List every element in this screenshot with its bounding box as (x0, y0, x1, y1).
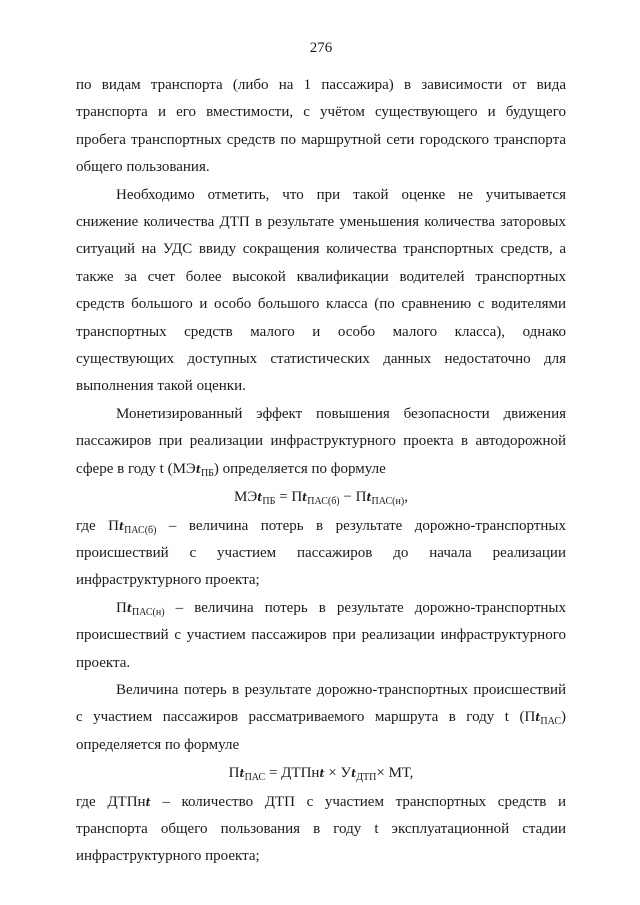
var-t: t (126, 601, 132, 615)
p6-text-before: Величина потерь в результате дорожно-транспортных происшествий с участием пассажиров рассматриваемого маршрута в году t (П (76, 681, 566, 726)
f1-term2-sub: ПАС(н) (371, 496, 405, 508)
f1-lhs: МЭ (234, 489, 258, 506)
p4-subscript: ПАС(б) (124, 524, 157, 536)
page-number: 276 (309, 40, 333, 56)
f2-eq: = (265, 765, 282, 782)
var-t: t (366, 491, 372, 505)
p5-lead: П (116, 599, 127, 616)
p3-text-before: Монетизированный эффект повышения безопасности движения пассажиров при реализации инфраструктурного проекта в автодорожной сфере в году t (МЭ (76, 405, 566, 477)
p7-where: где ДТПн (76, 793, 146, 810)
f1-term1-sub: ПАС(б) (307, 496, 340, 508)
f2-lhs: П (228, 765, 240, 782)
var-t: t (118, 519, 125, 533)
var-t: t (257, 491, 263, 505)
p5-subscript: ПАС(н) (131, 606, 165, 618)
var-t: t (145, 795, 151, 809)
p6-text-after: ) определяется по формуле (76, 709, 566, 753)
f1-term2: П (355, 489, 367, 506)
f2-u-sub: ДТП (356, 772, 377, 784)
f1-lhs-sub: ПБ (262, 496, 276, 508)
p3-text-after: ) определяется по формуле (213, 460, 386, 477)
p4-where: где П (76, 517, 119, 534)
formula-effect (76, 484, 566, 511)
f1-eq: = (275, 489, 292, 506)
paragraph-6 (76, 677, 566, 759)
f1-term1: П (291, 489, 303, 506)
var-t: t (319, 767, 325, 781)
paragraph-2: Необходимо отметить, что при такой оценке не учитывается снижение количества ДТП в результате уменьшения количества заторовых ситуаций на УДС ввиду сокращения количества транспортных средств, а также за счет более высокой квалификации водителей транспортных средств большого и особо большого класса (по сравнению с водителями транспортных средств малого и особо малого класса), однако существующих доступных статистических данных недостаточно для выполнения такой оценки. (76, 186, 566, 395)
var-t: t (302, 491, 308, 505)
var-t: t (351, 767, 357, 781)
var-t: t (535, 711, 541, 725)
p6-subscript: ПАС (540, 716, 561, 728)
f2-times2: × (376, 765, 389, 782)
f2-lhs-sub: ПАС (244, 772, 266, 784)
p3-subscript: ПБ (200, 467, 214, 479)
paragraph-7 (76, 789, 566, 871)
f2-u: У (340, 765, 352, 782)
f1-end: , (404, 489, 408, 506)
p7-text: – количество ДТП с участием транспортных средств и транспорта общего пользования в году t эксплуатационной стадии инфраструктурного проекта; (76, 793, 566, 865)
f2-times1: × (324, 765, 341, 782)
paragraph-5 (76, 595, 566, 677)
paragraph-3 (76, 401, 566, 483)
f1-minus: − (339, 489, 356, 506)
f2-mt: МТ, (388, 765, 414, 782)
paragraph-1: по видам транспорта (либо на 1 пассажира) в зависимости от вида транспорта и его вместимости, с учётом существующего и будущего пробега транспортных средств по маршрутной сети городского транспорта общего пользования. (76, 77, 566, 176)
paragraph-4 (76, 513, 566, 595)
p4-text: – величина потерь в результате дорожно-транспортных происшествий с участием пассажиров до начала реализации инфраструктурного проекта; (76, 517, 567, 589)
f2-dtp: ДТПн (281, 765, 320, 782)
var-t: t (239, 767, 245, 781)
formula-losses (76, 760, 566, 787)
p5-text: – величина потерь в результате дорожно-транспортных происшествий с участием пассажиров при реализации инфраструктурного проекта. (76, 599, 566, 671)
var-t: t (195, 462, 201, 476)
